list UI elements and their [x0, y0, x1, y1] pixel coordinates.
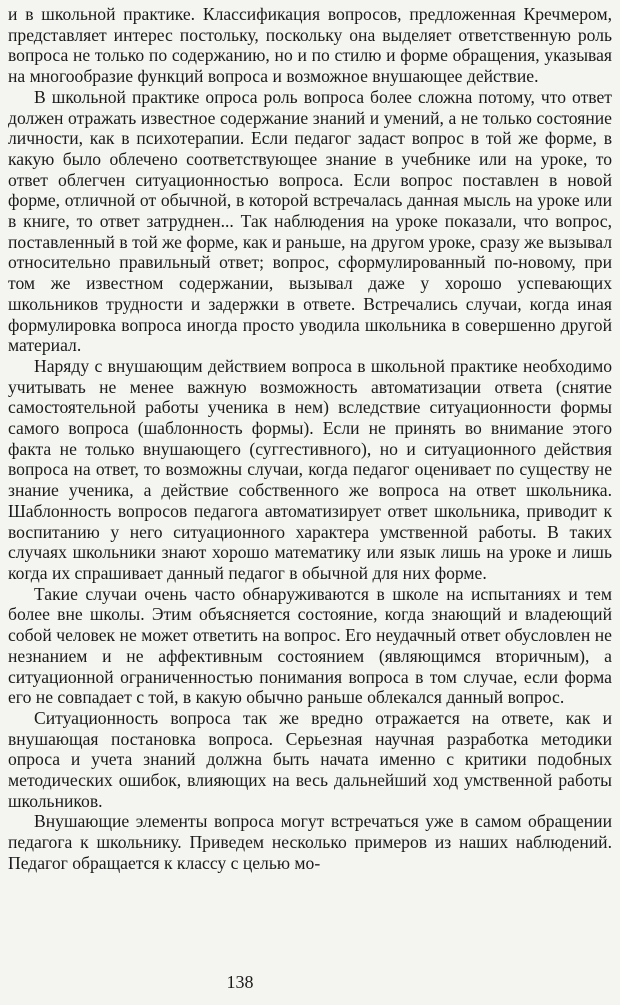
paragraph-4: Такие случаи очень часто обнаруживаются в школе на испытаниях и тем более вне школы. Этим объясняется состояние, когда знающий и владеющий собой человек не может ответить на вопрос. Его неудачный ответ обусловлен не незнанием и не аффективным состоянием (являющимся вторичным), а ситуационной ограниченностью понимания вопроса в том случае, если форма его не совпадает с той, в какую обычно раньше облекался данный вопрос.: [8, 583, 612, 708]
paragraph-3: Наряду с внушающим действием вопроса в школьной практике необходимо учитывать не менее важную возможность автоматизации ответа (снятие самостоятельной работы ученика в нем) вследствие ситуационности формы самого вопроса (шаблонность формы). Если не принять во внимание этого факта не только внушающего (суггестивного), но и ситуационного действия вопроса на ответ, то возможны случаи, когда педагог оценивает по существу не знание ученика, а действие собственного же вопроса на ответ школьника. Шаблонность вопросов педагога автоматизирует ответ школьника, приводит к воспитанию у него ситуационного характера умственной работы. В таких случаях школьники знают хорошо математику или язык лишь на уроке и лишь когда их спрашивает данный педагог в обычной для них форме.: [8, 355, 612, 583]
page-number: 138: [226, 972, 254, 992]
paragraph-2: В школьной практике опроса роль вопроса более сложна потому, что ответ должен отражать известное содержание знаний и умений, а не только состояние личности, как в психотерапии. Если педагог задаст вопрос в той же форме, в какую было облечено соответствующее знание в учебнике или на уроке, то ответ облегчен ситуационностью вопроса. Если вопрос поставлен в новой форме, отличной от обычной, в которой встречалась данная мысль на уроке или в книге, то ответ затруднен... Так наблюдения на уроке показали, что вопрос, поставленный в той же форме, как и раньше, на другом уроке, сразу же вызывал относительно правильный ответ; вопрос, сформулированный по-новому, при том же известном содержании, вызывал даже у хорошо успевающих школьников трудности и задержки в ответе. Встречались случаи, когда иная формулировка вопроса иногда просто уводила школьника в совершенно другой материал.: [8, 86, 612, 356]
paragraph-5: Ситуационность вопроса так же вредно отражается на ответе, как и внушающая постановка вопроса. Серьезная научная разработка методики опроса и учета знаний должна быть начата именно с критики подобных методических ошибок, влияющих на весь дальнейший ход умственной работы школьников.: [8, 707, 612, 811]
paragraph-1: и в школьной практике. Классификация вопросов, предложенная Кречмером, представляет интерес постольку, поскольку она выделяет ответственную роль вопроса не только по содержанию, но и по стилю и форме обращения, указывая на многообразие функций вопроса и возможное внушающее действие.: [8, 4, 612, 87]
paragraph-6: Внушающие элементы вопроса могут встречаться уже в самом обращении педагога к школьнику. Приведем несколько примеров из наших наблюдений. Педагог обращается к классу с целью мо-: [8, 811, 612, 873]
body-text: [8, 4, 612, 874]
